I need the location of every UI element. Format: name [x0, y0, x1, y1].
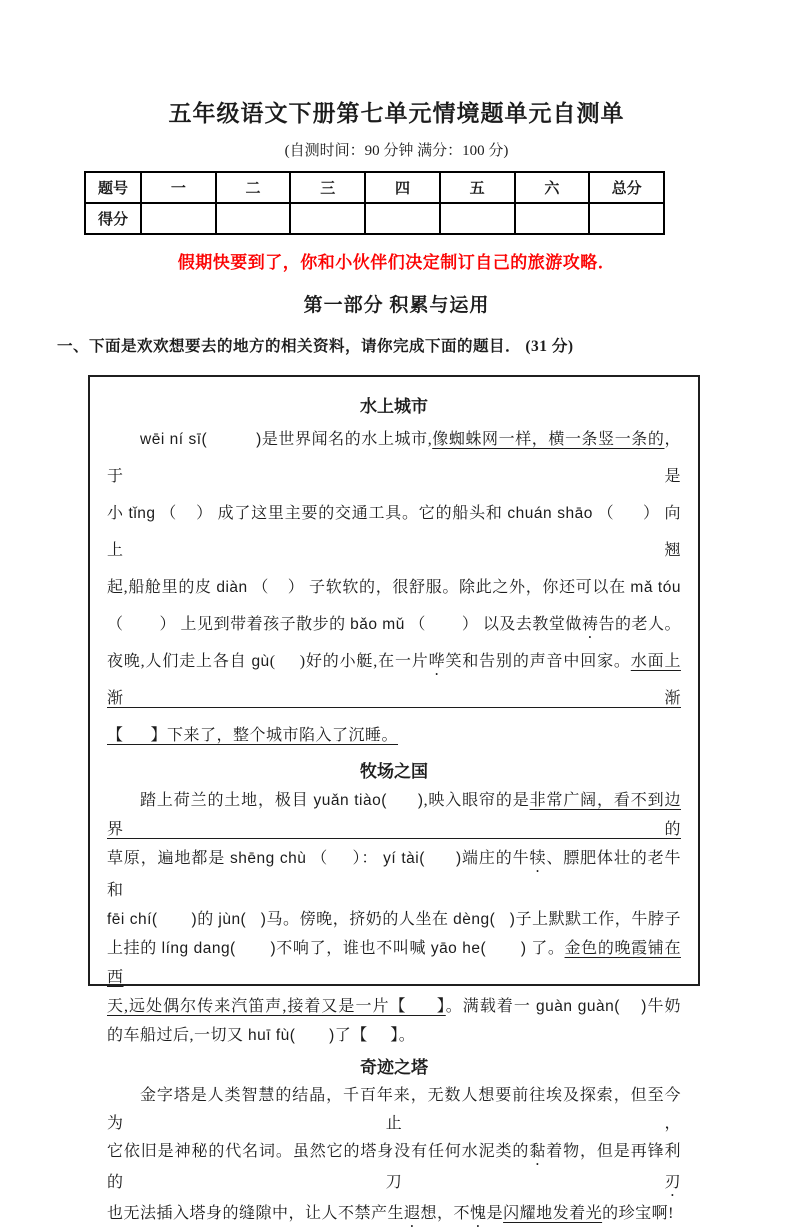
passage-title: 水上城市	[360, 397, 428, 416]
passage-text: 牛奶	[646, 998, 681, 1015]
emphasized-char: 哗	[428, 653, 446, 670]
passage-text: 了【 】。	[334, 1027, 416, 1044]
passage-line	[107, 1082, 681, 1138]
passage	[107, 392, 681, 754]
passage-text: 想，不	[420, 1205, 471, 1222]
passage-line	[107, 992, 681, 1021]
pinyin-blank: diàn	[216, 579, 248, 596]
underlined-text: 水面上渐渐	[107, 653, 681, 707]
score-table-header-cell: 总分	[589, 172, 664, 203]
passage-line	[107, 1021, 681, 1050]
passage-text: ( )好的小艇,在一片	[269, 653, 429, 670]
passage-line	[107, 934, 681, 992]
passage-text: 笑和告别的声音中回家。	[445, 653, 631, 670]
passage-line	[107, 786, 681, 844]
pinyin-blank: líng dang( )	[161, 940, 277, 957]
emphasized-char: 黏	[529, 1143, 547, 1160]
score-cell-empty	[440, 203, 515, 234]
score-table-header-cell: 五	[440, 172, 515, 203]
pinyin-blank: tǐng	[128, 505, 156, 522]
passage-line	[107, 643, 681, 717]
passage-text: （ ）：	[306, 850, 384, 867]
passage-text: 夜晚,人们走上各自	[107, 653, 252, 670]
pinyin-blank: chuán shāo	[507, 505, 593, 522]
passage-line	[107, 717, 681, 754]
score-cell-empty	[515, 203, 590, 234]
passage-text: 草原，遍地都是	[107, 850, 230, 867]
passage-title: 牧场之国	[360, 762, 428, 781]
passage-text: 起,船舱里的皮	[107, 579, 217, 596]
pinyin-blank: mǎ tóu	[630, 579, 681, 596]
passage-line	[107, 495, 681, 569]
section-heading: 第一部分 积累与运用	[303, 295, 490, 316]
underlined-text: 像蜘蛛网一样，横一条竖一条的	[432, 431, 665, 448]
score-cell-empty	[365, 203, 440, 234]
underlined-text: 【 】下来了，整个城市陷入了沉睡。	[107, 727, 399, 744]
emphasized-char: 遐	[404, 1205, 421, 1222]
passage-text: （ ） 子软软的，很舒服。除此之外，你还可以在	[247, 579, 631, 596]
passage-box	[88, 375, 700, 1222]
passage-text: 告的老人。	[598, 616, 681, 633]
passage-text: ,映入眼帘的是	[423, 792, 530, 809]
passage-text: 马。傍晚，挤奶的人坐在	[266, 911, 454, 928]
passage-text: 上挂的	[107, 940, 162, 957]
passage-text: （ ） 向上翘	[107, 505, 681, 559]
score-table-header-cell: 一	[141, 172, 216, 203]
pinyin-blank: dèng( )	[453, 911, 516, 928]
score-cell-empty	[141, 203, 216, 234]
passage-text: 的	[197, 911, 219, 928]
pinyin-blank: yuǎn tiào( )	[313, 792, 424, 809]
emphasized-char: 刃	[664, 1174, 681, 1191]
passage-line	[107, 421, 681, 495]
pinyin-blank: gù	[251, 653, 270, 670]
pinyin-blank: jùn( )	[218, 911, 267, 928]
passage-text: 的珍宝啊!	[602, 1205, 674, 1222]
score-cell-empty	[290, 203, 365, 234]
score-table	[84, 171, 665, 235]
passage-line	[107, 1200, 681, 1231]
emphasized-char: 祷	[581, 616, 599, 633]
passage-text: （ ） 成了这里主要的交通工具。它的船头和	[155, 505, 508, 522]
score-table-header-cell: 二	[216, 172, 291, 203]
passage-line	[107, 905, 681, 934]
score-cell-empty	[216, 203, 291, 234]
score-table-header-cell: 六	[515, 172, 590, 203]
scenario-notice: 假期快要到了，你和小伙伴们决定制订自己的旅游攻略．	[177, 253, 616, 272]
emphasized-char: 犊	[529, 850, 547, 867]
pinyin-blank: yāo he( )	[430, 940, 527, 957]
passage-text: （ ） 以及去教堂做	[404, 616, 582, 633]
passage	[107, 1053, 681, 1231]
question-1-prompt: 一、下面是欢欢想要去的地方的相关资料，请你完成下面的题目． (31 分)	[57, 338, 574, 355]
passage-text: 是世界闻名的水上城市,	[261, 431, 433, 448]
passage-text: 的车船过后,一切又	[107, 1027, 249, 1044]
underlined-text: 非常广阔，看不到边界的	[107, 792, 681, 838]
underlined-text: 金色的晚霞铺在西	[107, 940, 681, 986]
passage-text: 了。	[526, 940, 565, 957]
passage-line	[107, 606, 681, 643]
pinyin-blank: guàn guàn( )	[535, 998, 647, 1015]
passage-line	[107, 844, 681, 905]
underlined-text: 闪耀地发着光	[503, 1205, 603, 1222]
passage-line	[107, 1138, 681, 1200]
passage-text: 着物，但是再锋利的刀	[107, 1143, 681, 1191]
passage-text: 它依旧是神秘的代名词。虽然它的塔身没有任何水泥类的	[107, 1143, 530, 1160]
passage-text: （ ） 上见到带着孩子散步的	[107, 616, 351, 633]
passage-text: 子上默默工作，牛脖子	[515, 911, 681, 928]
pinyin-blank: wēi ní sī( )	[140, 431, 262, 448]
pinyin-blank: fēi chí( )	[107, 911, 198, 928]
score-row-label: 得分	[85, 203, 141, 234]
passage-line	[107, 569, 681, 606]
emphasized-char: 愧	[470, 1205, 487, 1222]
passage-text: 、膘肥体壮的老牛和	[107, 850, 681, 899]
passage-text: 踏上荷兰的土地，极目	[140, 792, 314, 809]
pinyin-blank: bǎo mǔ	[350, 616, 405, 633]
passage-text: 是	[486, 1205, 504, 1222]
pinyin-blank: shēng chù	[229, 850, 307, 867]
passage-text: 金字塔是人类智慧的结晶，千百年来，无数人想要前往埃及探索，但至今为止，	[107, 1087, 681, 1132]
underlined-text: 天,远处偶尔传来汽笛声,接着又是一片【 】	[107, 998, 446, 1015]
score-table-header-row	[85, 172, 664, 203]
passage	[107, 757, 681, 1050]
passage-text: 端庄的牛	[461, 850, 530, 867]
pinyin-blank: huī fù( )	[248, 1027, 335, 1044]
score-table-header-cell: 题号	[85, 172, 141, 203]
passage-title: 奇迹之塔	[360, 1058, 428, 1077]
passage-text: 不响了，谁也不叫喊	[276, 940, 431, 957]
passage-text: 小	[107, 505, 129, 522]
score-table-header-cell: 四	[365, 172, 440, 203]
score-cell-empty	[589, 203, 664, 234]
page-subtitle: (自测时间：90 分钟 满分：100 分)	[284, 143, 509, 159]
passage-text: 也无法插入塔身的缝隙中，让人不禁产生	[107, 1205, 405, 1222]
score-table-header-cell: 三	[290, 172, 365, 203]
score-table-score-row	[85, 203, 664, 234]
passage-text: ，于是	[107, 431, 681, 485]
pinyin-blank: yí tài( )	[383, 850, 462, 867]
passage-text: 。满载着一	[445, 998, 536, 1015]
page-title: 五年级语文下册第七单元情境题单元自测单	[168, 101, 625, 126]
